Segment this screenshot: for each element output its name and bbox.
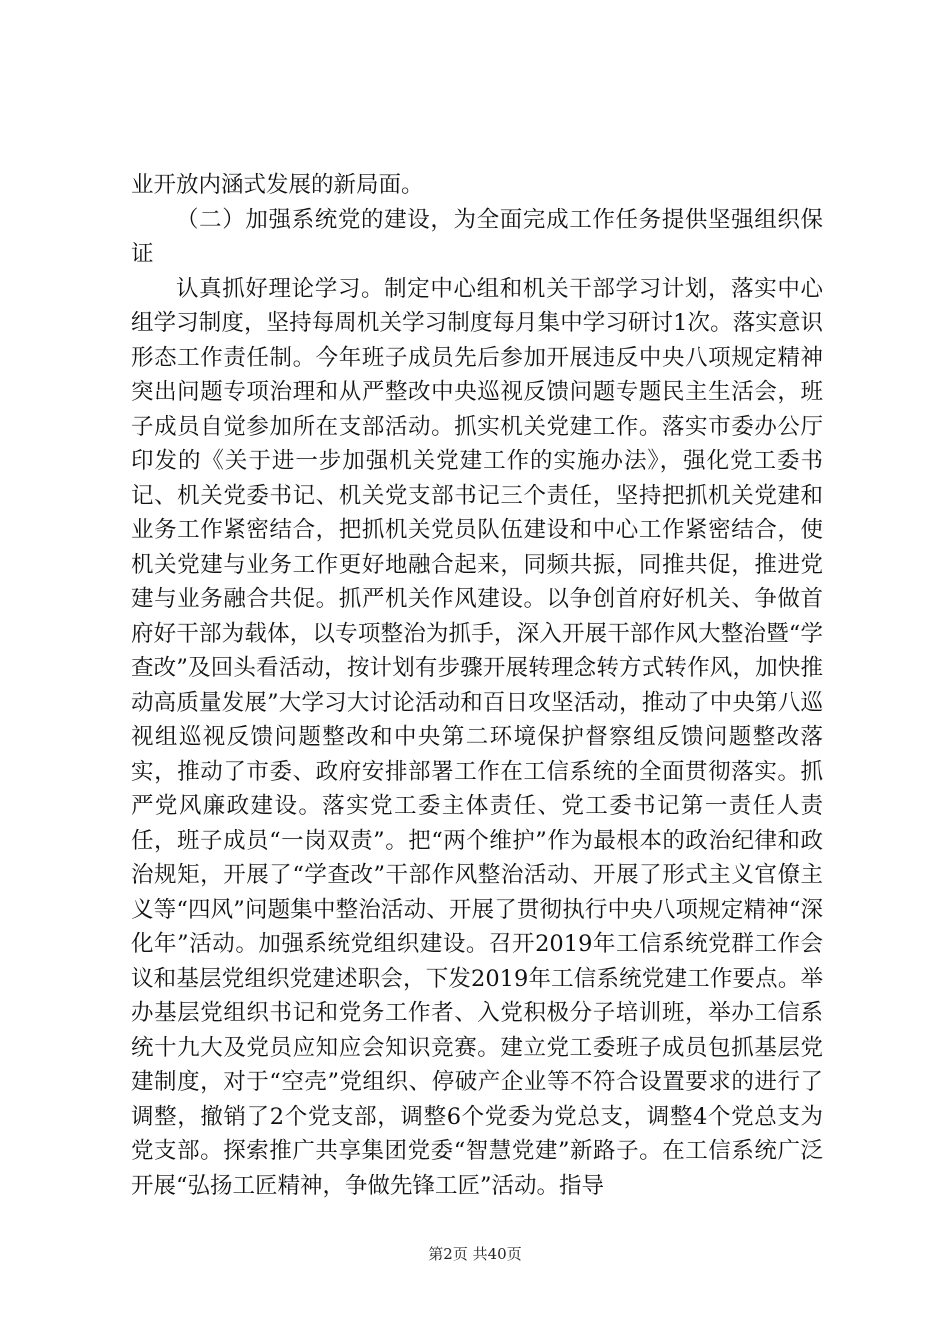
paragraph-continuation: 业开放内涵式发展的新局面。	[131, 172, 424, 198]
document-body	[131, 168, 823, 1203]
section-heading: （二）加强系统党的建设，为全面完成工作任务提供坚强组织保证	[131, 206, 823, 267]
page-footer: 第2页 共40页	[428, 1245, 522, 1263]
paragraph-body: 认真抓好理论学习。制定中心组和机关干部学习计划，落实中心组学习制度，坚持每周机关学习制度每月集中学习研讨1次。落实意识形态工作责任制。今年班子成员先后参加开展违反中央八项规定精神突出问题专项治理和从严整改中央巡视反馈问题专题民主生活会，班子成员自觉参加所在支部活动。抓实机关党建工作。落实市委办公厅印发的《关于进一步加强机关党建工作的实施办法》，强化党工委书记、机关党委书记、机关党支部书记三个责任，坚持把抓机关党建和业务工作紧密结合，把抓机关党员队伍建设和中心工作紧密结合，使机关党建与业务工作更好地融合起来，同频共振，同推共促，推进党建与业务融合共促。抓严机关作风建设。以争创首府好机关、争做首府好干部为载体，以专项整治为抓手，深入开展干部作风大整治暨“学查改”及回头看活动，按计划有步骤开展转理念转方式转作风，加快推动高质量发展”大学习大讨论活动和百日攻坚活动，推动了中央第八巡视组巡视反馈问题整改和中央第二环境保护督察组反馈问题整改落实，推动了市委、政府安排部署工作在工信系统的全面贯彻落实。抓严党风廉政建设。落实党工委主体责任、党工委书记第一责任人责任，班子成员“一岗双责”。把“两个维护”作为最根本的政治纪律和政治规矩，开展了“学查改”干部作风整治活动、开展了形式主义官僚主义等“四风”问题集中整治活动、开展了贯彻执行中央八项规定精神“深化年”活动。加强系统党组织建设。召开2019年工信系统党群工作会议和基层党组织党建述职会，下发2019年工信系统党建工作要点。举办基层党组织书记和党务工作者、入党积极分子培训班，举办工信系统十九大及党员应知应会知识竞赛。建立党工委班子成员包抓基层党建制度，对于“空壳”党组织、停破产企业等不符合设置要求的进行了调整，撤销了2个党支部，调整6个党委为党总支，调整4个党总支为党支部。探索推广共享集团党委“智慧党建”新路子。在工信系统广泛开展“弘扬工匠精神，争做先锋工匠”活动。指导	[131, 275, 823, 1199]
